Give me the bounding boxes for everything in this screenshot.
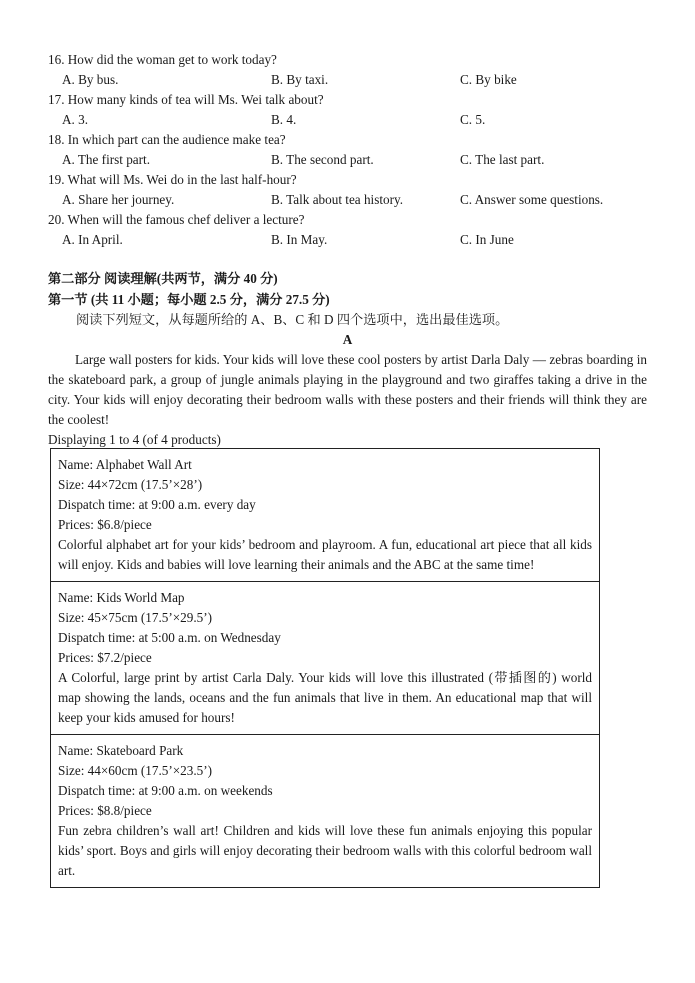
section-title: 第一节 (共 11 小题；每小题 2.5 分，满分 27.5 分) xyxy=(48,292,330,307)
product-name: Name: Kids World Map xyxy=(58,590,185,605)
question-16-option-b: B. By taxi. xyxy=(271,72,329,87)
product-description: Colorful alphabet art for your kids’ bedroom and playroom. A fun, educational art piece that all kids will enjoy. Kids and babies will love learning their animals and the ABC at the same time! xyxy=(58,537,592,572)
product-dispatch: Dispatch time: at 9:00 a.m. on weekends xyxy=(58,783,273,798)
product-price: Prices: $8.8/piece xyxy=(58,803,152,818)
displaying-count: Displaying 1 to 4 (of 4 products) xyxy=(48,432,221,447)
passage-intro: Large wall posters for kids. Your kids will love these cool posters by artist Darla Daly — zebras boarding in the skateboard park, a group of jungle animals playing in the playground and two giraffes taking a drive in the city. Your kids will enjoy decorating their bedroom walls with these posters and their friends will think they are the coolest! xyxy=(48,352,647,427)
product-card xyxy=(51,735,599,887)
question-16-option-a: A. By bus. xyxy=(62,72,119,87)
question-19-option-b: B. Talk about tea history. xyxy=(271,192,404,207)
question-17-option-a: A. 3. xyxy=(62,112,89,127)
question-19-option-a: A. Share her journey. xyxy=(62,192,175,207)
product-size: Size: 45×75cm (17.5’×29.5’) xyxy=(58,610,213,625)
part-title: 第二部分 阅读理解(共两节，满分 40 分) xyxy=(48,271,278,286)
passage-label: A xyxy=(342,332,353,347)
question-17-stem: 17. How many kinds of tea will Ms. Wei talk about? xyxy=(48,92,324,107)
question-20-stem: 20. When will the famous chef deliver a lecture? xyxy=(48,212,305,227)
instruction-text: 阅读下列短文，从每题所给的 A、B、C 和 D 四个选项中，选出最佳选项。 xyxy=(76,312,509,327)
product-size: Size: 44×60cm (17.5’×23.5’) xyxy=(58,763,213,778)
product-size: Size: 44×72cm (17.5’×28’) xyxy=(58,477,203,492)
product-card xyxy=(51,582,599,735)
product-price: Prices: $6.8/piece xyxy=(58,517,152,532)
question-19-option-c: C. Answer some questions. xyxy=(460,192,604,207)
question-20-option-a: A. In April. xyxy=(62,232,123,247)
product-dispatch: Dispatch time: at 9:00 a.m. every day xyxy=(58,497,256,512)
question-18-option-a: A. The first part. xyxy=(62,152,151,167)
product-dispatch: Dispatch time: at 5:00 a.m. on Wednesday xyxy=(58,630,281,645)
question-18-option-b: B. The second part. xyxy=(271,152,374,167)
question-16-stem: 16. How did the woman get to work today? xyxy=(48,52,277,67)
product-description: A Colorful, large print by artist Carla Daly. Your kids will love this illustrated (带插图的) world map showing the lands, oceans and the fun animals that live in them. An educational map that will keep your kids amused for hours! xyxy=(58,670,592,725)
question-17-option-c: C. 5. xyxy=(460,112,486,127)
product-table xyxy=(50,448,600,888)
question-17-option-b: B. 4. xyxy=(271,112,297,127)
product-price: Prices: $7.2/piece xyxy=(58,650,152,665)
question-18-stem: 18. In which part can the audience make tea? xyxy=(48,132,286,147)
question-20-option-b: B. In May. xyxy=(271,232,328,247)
product-card xyxy=(51,449,599,582)
product-name: Name: Skateboard Park xyxy=(58,743,184,758)
product-description: Fun zebra children’s wall art! Children and kids will love these fun animals enjoying this popular kids’ sport. Boys and girls will enjoy decorating their bedroom walls with this colorful bedroom wall art. xyxy=(58,823,592,878)
question-19-stem: 19. What will Ms. Wei do in the last half-hour? xyxy=(48,172,297,187)
question-18-option-c: C. The last part. xyxy=(460,152,545,167)
product-name: Name: Alphabet Wall Art xyxy=(58,457,192,472)
question-20-option-c: C. In June xyxy=(460,232,514,247)
question-16-option-c: C. By bike xyxy=(460,72,517,87)
